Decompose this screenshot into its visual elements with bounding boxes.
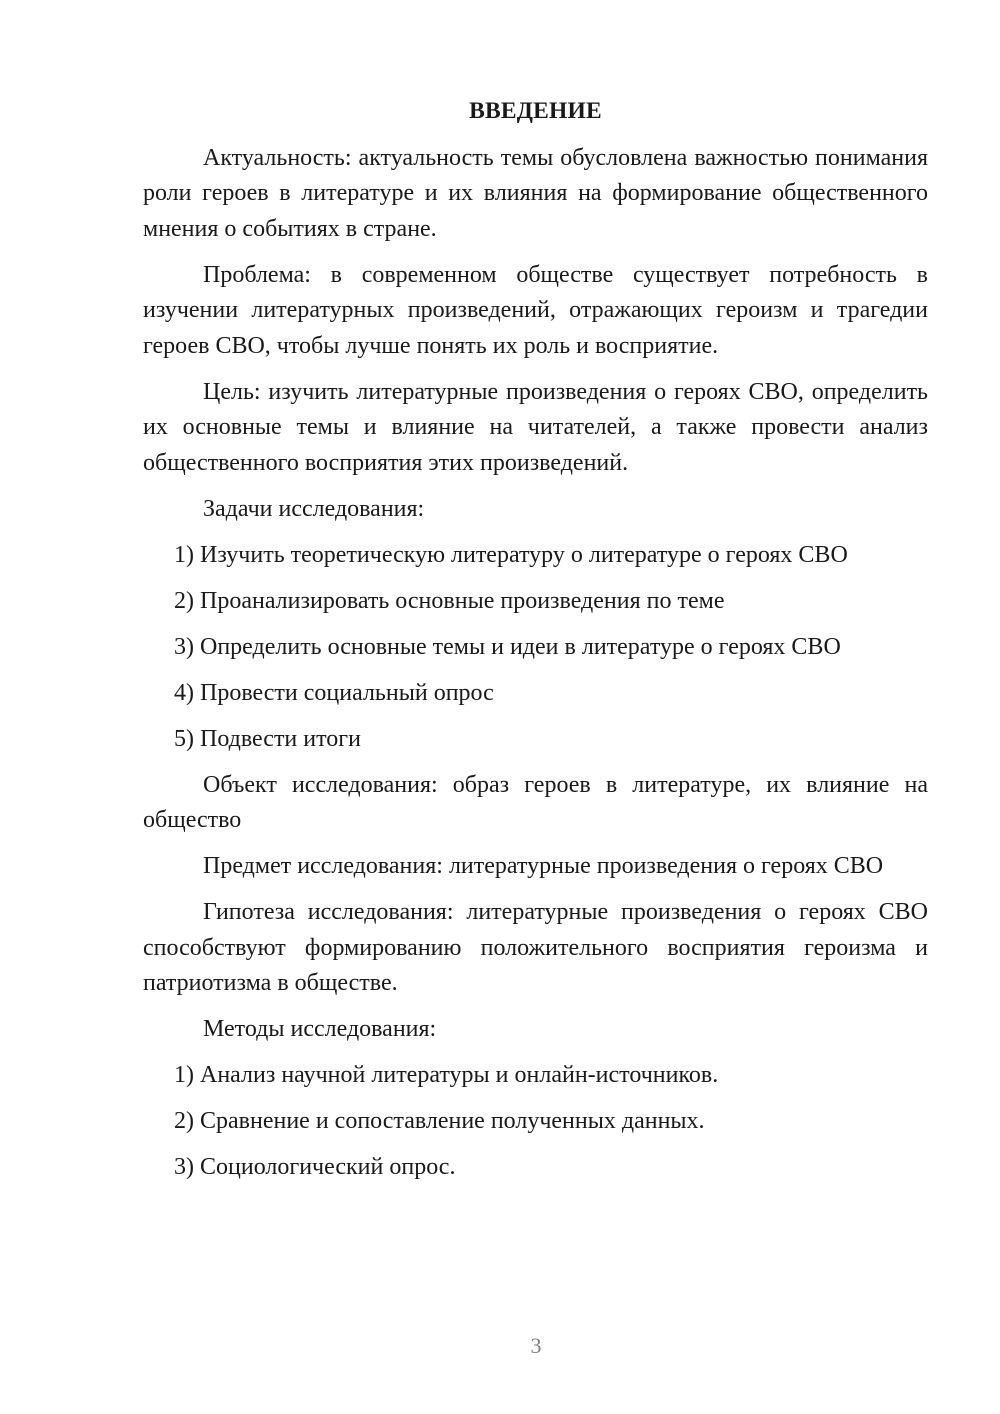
- document-body: [143, 94, 928, 1196]
- section-title: ВВЕДЕНИЕ: [469, 98, 602, 124]
- tasks-heading: Задачи исследования:: [203, 495, 425, 522]
- subject-paragraph: Предмет исследования: литературные произведения о героях СВО: [203, 853, 884, 879]
- problem-paragraph: Проблема: в современном обществе существует потребность в изучении литературных произведений, отражающих героизм и трагедии героев СВО, чтобы лучше понять их роль и восприятие.: [143, 261, 928, 359]
- task-item-5: 5) Подвести итоги: [174, 725, 361, 752]
- goal-paragraph: Цель: изучить литературные произведения о героях СВО, определить их основные темы и влияние на читателей, а также провести анализ общественного восприятия этих произведений.: [143, 378, 928, 476]
- hypothesis-paragraph: Гипотеза исследования: литературные произведения о героях СВО способствуют формированию положительного восприятия героизма и патриотизма в обществе.: [143, 899, 928, 996]
- object-paragraph: Объект исследования: образ героев в литературе, их влияние на общество: [143, 771, 928, 833]
- task-item-4: 4) Провести социальный опрос: [174, 679, 494, 706]
- method-item-2: 2) Сравнение и сопоставление полученных данных.: [174, 1108, 705, 1134]
- methods-heading: Методы исследования:: [203, 1016, 437, 1042]
- task-item-1: 1) Изучить теоретическую литературу о литературе о героях СВО: [174, 541, 848, 568]
- task-item-2: 2) Проанализировать основные произведения по теме: [174, 587, 725, 614]
- relevance-paragraph: Актуальность: актуальность темы обусловлена важностью понимания роли героев в литературе и их влияния на формирование общественного мнения о событиях в стране.: [143, 144, 928, 242]
- page-number: 3: [530, 1333, 542, 1358]
- method-item-3: 3) Социологический опрос.: [174, 1154, 456, 1180]
- method-item-1: 1) Анализ научной литературы и онлайн-источников.: [174, 1062, 719, 1088]
- task-item-3: 3) Определить основные темы и идеи в литературе о героях СВО: [174, 633, 841, 660]
